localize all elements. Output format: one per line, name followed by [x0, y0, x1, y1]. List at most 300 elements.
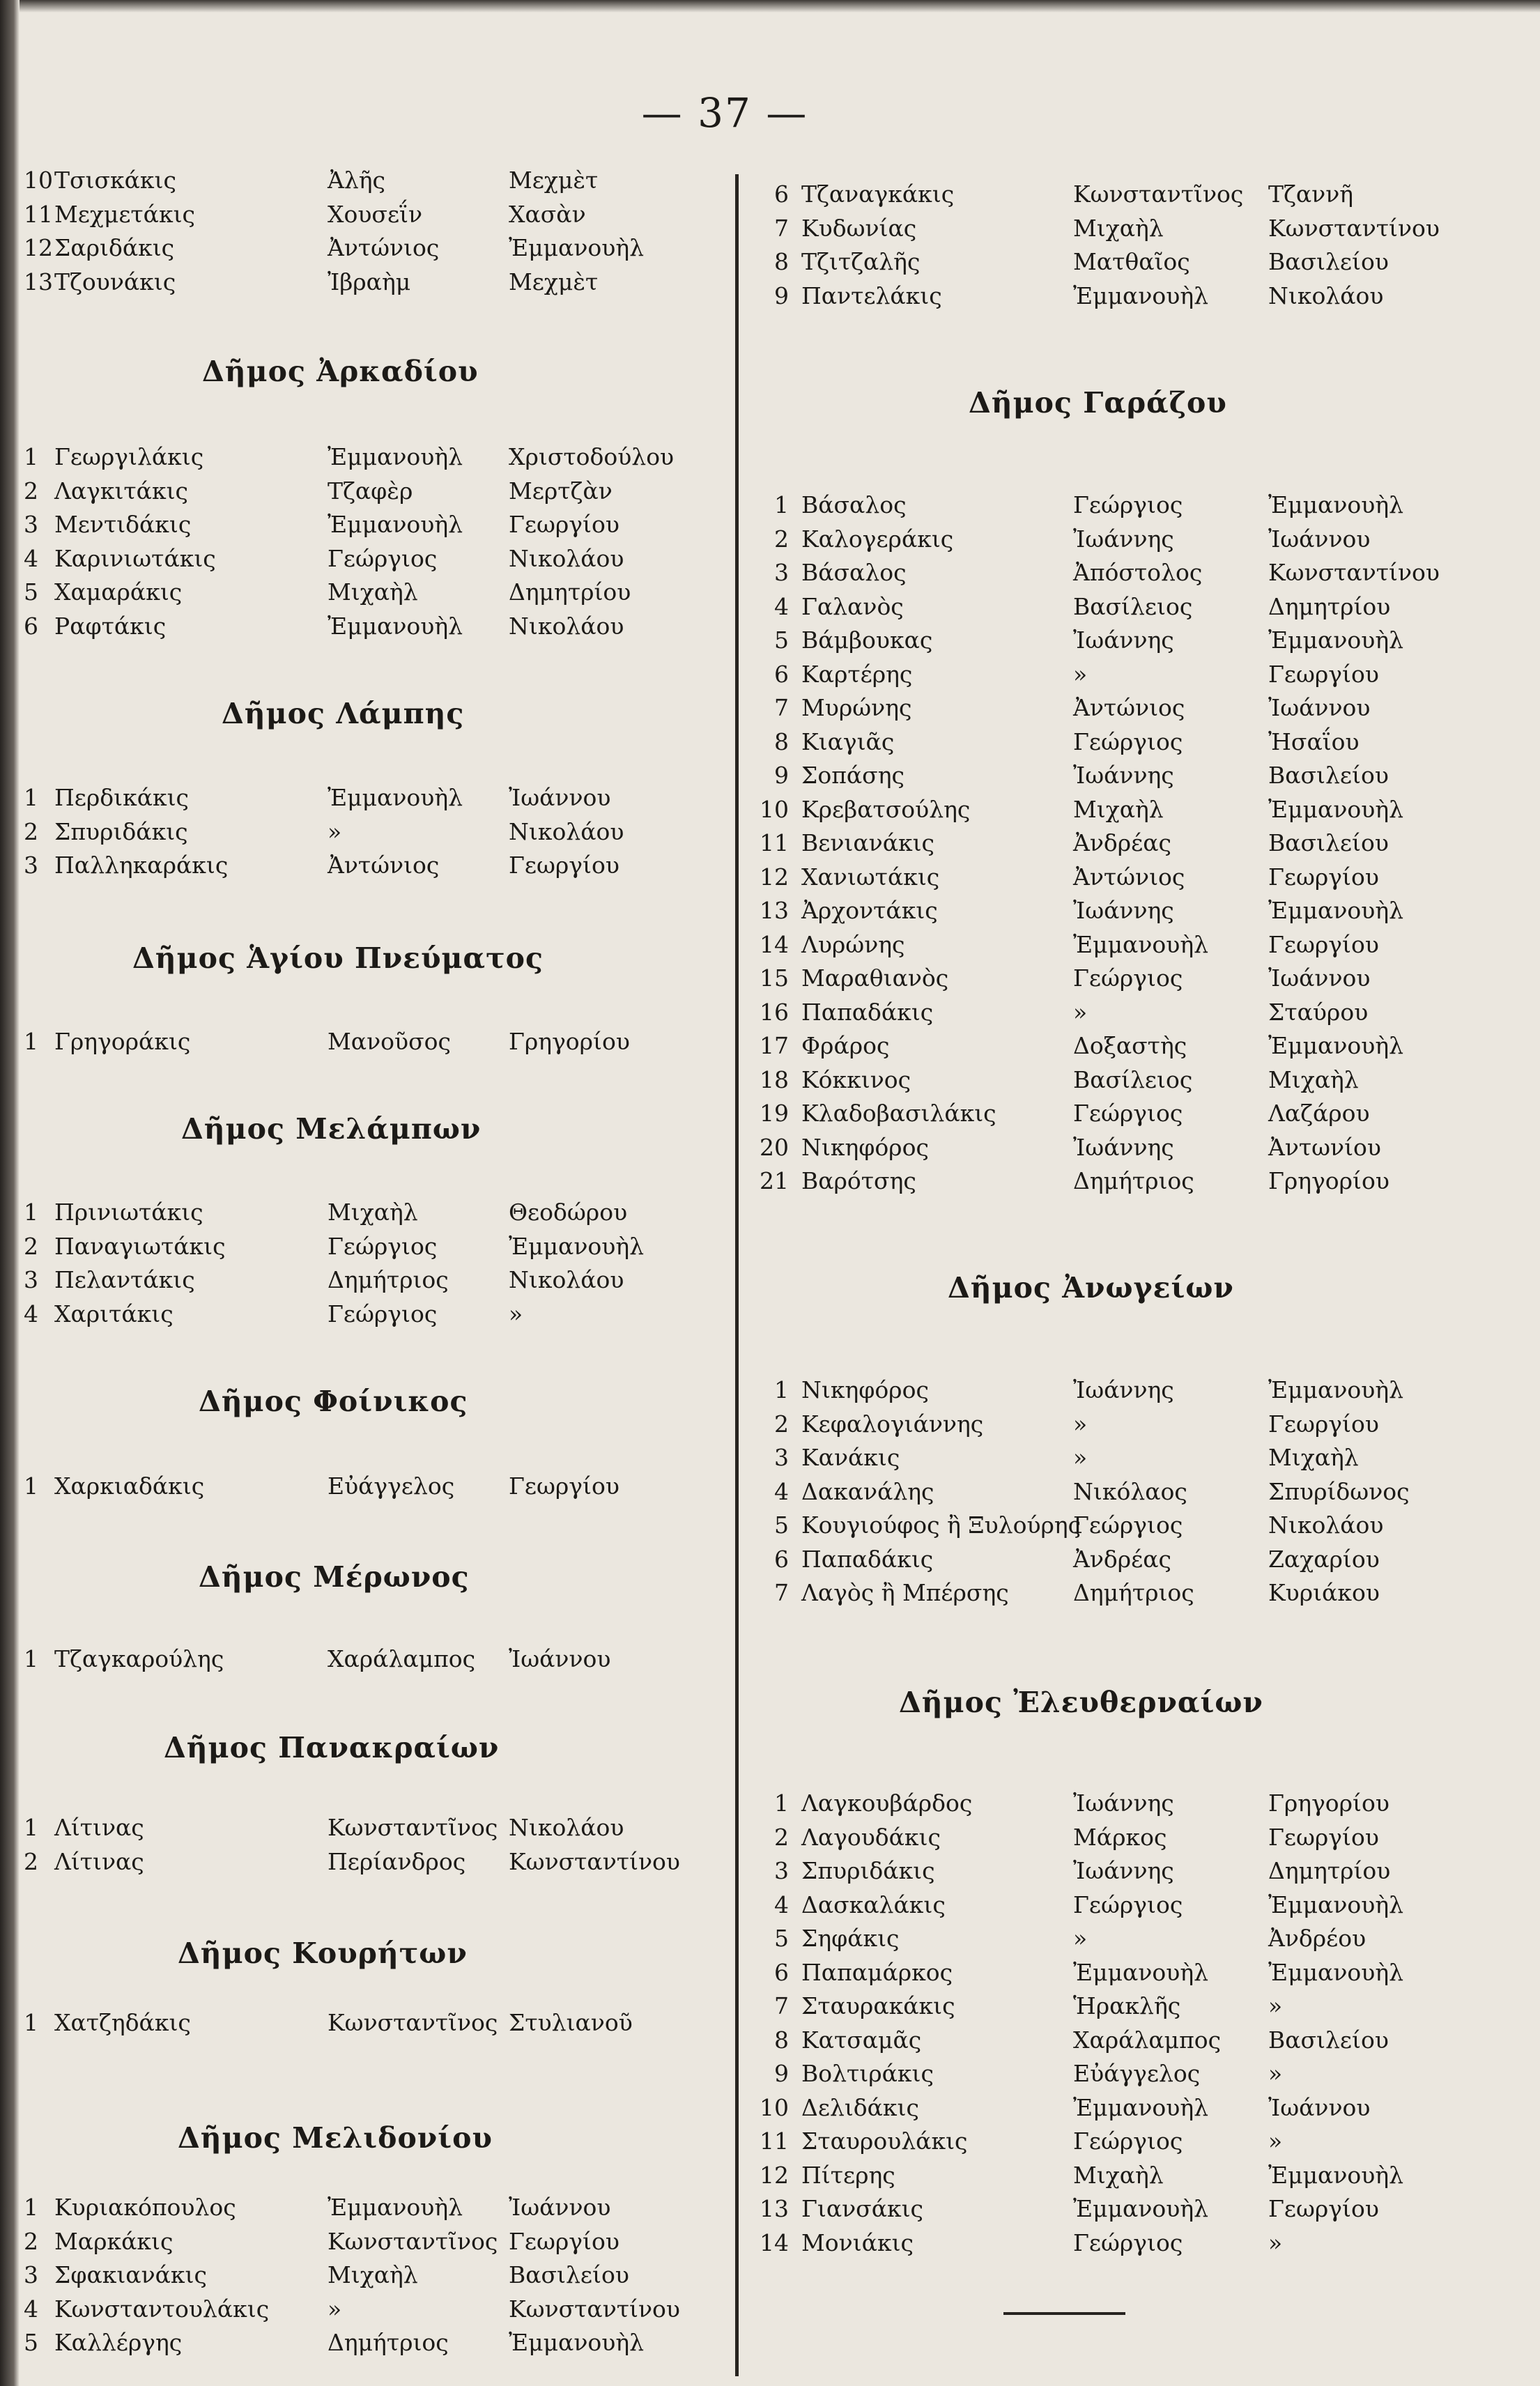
entry-given-name: Γεώργιος: [1073, 964, 1183, 992]
entry-surname: Πίτερης: [801, 2161, 895, 2189]
entry-surname: Περδικάκις: [54, 784, 190, 811]
entry-given-name: Ἐμμανουὴλ: [1073, 282, 1209, 309]
entry-surname: Κόκκινος: [801, 1065, 911, 1093]
entry-surname: Σταυρακάκις: [801, 1992, 955, 2019]
entry-given-name: Γεώργιος: [1073, 2127, 1183, 2155]
entry-given-name: Περίανδρος: [328, 1847, 466, 1875]
page-binding-edge: [0, 0, 20, 2386]
entry-number: 9: [774, 762, 789, 789]
entry-number: 3: [24, 1266, 38, 1293]
entry-given-name: Ἐμμανουὴλ: [1073, 2093, 1209, 2121]
entry-number: 3: [774, 1857, 789, 1884]
entry-given-name: Μιχαὴλ: [328, 1199, 418, 1226]
entry-father-name: Ἐμμανουὴλ: [1268, 1891, 1404, 1918]
entry-surname: Γρηγοράκις: [54, 1028, 191, 1055]
entry-surname: Μεχμετάκις: [54, 200, 196, 228]
entry-father-name: Ἐμμανουὴλ: [509, 2329, 645, 2356]
entry-surname: Τσισκάκις: [54, 167, 176, 194]
entry-given-name: Χαράλαμπος: [1073, 2026, 1222, 2054]
entry-surname: Κρεβατσούλης: [801, 795, 971, 823]
entry-number: 21: [760, 1167, 789, 1194]
entry-father-name: Ἰωάννου: [1268, 964, 1371, 992]
entry-father-name: Ἀντωνίου: [1268, 1133, 1381, 1161]
entry-given-name: Εὐάγγελος: [1073, 2060, 1201, 2087]
entry-father-name: Ἐμμανουὴλ: [1268, 1376, 1404, 1403]
entry-number: 12: [760, 863, 789, 891]
entry-father-name: Κωνσταντίνου: [509, 2295, 680, 2323]
entry-surname: Λαγουδάκις: [801, 1823, 941, 1851]
entry-given-name: Γεώργιος: [1073, 1100, 1183, 1127]
entry-surname: Γαλανὸς: [801, 592, 904, 620]
entry-surname: Παντελάκις: [801, 282, 942, 309]
entry-given-name: Ἀνδρέας: [1073, 1545, 1172, 1573]
entry-given-name: Γεώργιος: [1073, 491, 1183, 518]
entry-given-name: Ἐμμανουὴλ: [1073, 2195, 1209, 2222]
entry-given-name: »: [1073, 998, 1088, 1026]
entry-given-name: Γεώργιος: [1073, 2229, 1183, 2256]
entry-number: 16: [760, 998, 789, 1026]
entry-number: 7: [774, 214, 789, 242]
entry-surname: Σπυριδάκις: [801, 1857, 935, 1884]
entry-given-name: Ἐμμανουὴλ: [328, 511, 463, 538]
entry-given-name: Μιχαὴλ: [328, 578, 418, 606]
entry-number: 17: [760, 1032, 789, 1059]
entry-number: 1: [24, 1028, 38, 1055]
entry-father-name: Βασιλείου: [1268, 248, 1389, 275]
entry-number: 1: [24, 443, 38, 470]
entry-number: 2: [774, 525, 789, 553]
entry-father-name: Νικολάου: [509, 1266, 624, 1293]
municipality-heading: Δῆμος Κουρήτων: [178, 1937, 468, 1970]
entry-number: 10: [760, 2093, 789, 2121]
entry-surname: Βάμβουκας: [801, 626, 933, 654]
entry-surname: Καρινιωτάκις: [54, 544, 216, 572]
entry-given-name: Ἰωάννης: [1073, 1376, 1174, 1403]
municipality-heading: Δῆμος Ἐλευθερναίων: [899, 1686, 1263, 1719]
entry-father-name: Χριστοδούλου: [509, 443, 675, 470]
entry-surname: Παναγιωτάκις: [54, 1232, 226, 1260]
entry-number: 14: [760, 2229, 789, 2256]
entry-surname: Λαγκιτάκις: [54, 477, 188, 505]
entry-surname: Σφακιανάκις: [54, 2261, 207, 2288]
entry-surname: Λυρώνης: [801, 930, 905, 958]
entry-given-name: Μιχαὴλ: [1073, 214, 1164, 242]
entry-surname: Χαριτάκις: [54, 1300, 174, 1327]
entry-number: 10: [760, 795, 789, 823]
entry-surname: Γιανσάκις: [801, 2195, 924, 2222]
entry-given-name: Κωνσταντῖνος: [328, 2227, 498, 2255]
entry-father-name: »: [1268, 2127, 1283, 2155]
entry-father-name: Γεωργίου: [1268, 1823, 1379, 1851]
entry-given-name: Δοξαστὴς: [1073, 1032, 1187, 1059]
entry-father-name: Ἐμμανουὴλ: [1268, 626, 1404, 654]
entry-surname: Δασκαλάκις: [801, 1891, 946, 1918]
entry-father-name: Γρηγορίου: [509, 1028, 630, 1055]
entry-surname: Δακανάλης: [801, 1477, 934, 1505]
entry-surname: Σπυριδάκις: [54, 817, 188, 845]
entry-father-name: Γεωργίου: [1268, 863, 1379, 891]
entry-surname: Παπαμάρκος: [801, 1958, 953, 1986]
entry-given-name: Χαράλαμπος: [328, 1645, 476, 1672]
entry-given-name: »: [328, 817, 342, 845]
entry-given-name: Τζαφὲρ: [328, 477, 413, 505]
entry-surname: Κιαγιᾶς: [801, 728, 895, 755]
entry-given-name: Ἰωάννης: [1073, 626, 1174, 654]
entry-given-name: »: [1073, 1410, 1088, 1438]
entry-father-name: Ἐμμανουὴλ: [1268, 897, 1404, 924]
entry-father-name: Λαζάρου: [1268, 1100, 1370, 1127]
entry-father-name: Δημητρίου: [1268, 592, 1391, 620]
entry-given-name: Γεώργιος: [328, 1232, 438, 1260]
entry-father-name: Ἰωάννου: [509, 2194, 611, 2221]
entry-father-name: Ἐμμανουὴλ: [509, 234, 645, 261]
entry-father-name: Ἐμμανουὴλ: [1268, 795, 1404, 823]
entry-surname: Σαριδάκις: [54, 234, 175, 261]
entry-surname: Βαρότσης: [801, 1167, 916, 1194]
entry-given-name: Ἀντώνιος: [1073, 863, 1185, 891]
entry-surname: Μονιάκις: [801, 2229, 914, 2256]
entry-number: 6: [774, 1545, 789, 1573]
entry-surname: Φράρος: [801, 1032, 890, 1059]
entry-surname: Παπαδάκις: [801, 1545, 934, 1573]
entry-given-name: Ἰωάννης: [1073, 1790, 1174, 1817]
entry-number: 13: [24, 268, 53, 295]
entry-given-name: Ἰωάννης: [1073, 1133, 1174, 1161]
entry-number: 1: [24, 2009, 38, 2036]
entry-number: 1: [24, 1199, 38, 1226]
entry-father-name: Νικολάου: [1268, 1511, 1384, 1539]
entry-surname: Τζιτζαλῆς: [801, 248, 921, 275]
municipality-heading: Δῆμος Ἁγίου Πνεύματος: [132, 941, 544, 975]
municipality-heading: Δῆμος Φοίνικος: [199, 1385, 468, 1418]
entry-surname: Γεωργιλάκις: [54, 443, 204, 470]
entry-given-name: Ἀντώνιος: [328, 234, 440, 261]
entry-number: 4: [774, 1891, 789, 1918]
entry-given-name: Μιχαὴλ: [1073, 795, 1164, 823]
entry-surname: Ραφτάκις: [54, 612, 167, 640]
entry-number: 1: [24, 1472, 38, 1500]
entry-surname: Πρινιωτάκις: [54, 1199, 203, 1226]
entry-father-name: Ἐμμανουὴλ: [1268, 1958, 1404, 1986]
entry-given-name: Ἐμμανουὴλ: [328, 2194, 463, 2221]
entry-number: 20: [760, 1133, 789, 1161]
entry-surname: Κουγιούφος ἢ Ξυλούρης: [801, 1511, 1081, 1539]
entry-number: 1: [24, 784, 38, 811]
entry-number: 1: [24, 1645, 38, 1672]
entry-surname: Παλληκαράκις: [54, 852, 229, 879]
entry-father-name: Μερτζὰν: [509, 477, 613, 505]
entry-number: 11: [760, 829, 789, 856]
entry-father-name: Ζαχαρίου: [1268, 1545, 1380, 1573]
entry-father-name: Ἀνδρέου: [1268, 1925, 1366, 1952]
entry-surname: Χαμαράκις: [54, 578, 183, 606]
entry-number: 4: [24, 2295, 38, 2323]
entry-number: 18: [760, 1065, 789, 1093]
entry-surname: Βενιανάκις: [801, 829, 935, 856]
entry-given-name: Γεώργιος: [328, 1300, 438, 1327]
entry-surname: Λαγὸς ἢ Μπέρσης: [801, 1579, 1009, 1606]
entry-number: 2: [24, 1847, 38, 1875]
entry-number: 6: [24, 612, 38, 640]
entry-number: 7: [774, 1579, 789, 1606]
entry-given-name: Μανοῦσος: [328, 1028, 451, 1055]
entry-number: 5: [24, 578, 38, 606]
entry-surname: Βάσαλος: [801, 491, 907, 518]
municipality-heading: Δῆμος Μέρωνος: [199, 1560, 470, 1594]
entry-surname: Κατσαμᾶς: [801, 2026, 922, 2054]
entry-father-name: Νικολάου: [1268, 282, 1384, 309]
entry-given-name: Νικόλαος: [1073, 1477, 1187, 1505]
entry-father-name: Βασιλείου: [1268, 2026, 1389, 2054]
entry-father-name: Μιχαὴλ: [1268, 1444, 1359, 1471]
entry-given-name: »: [1073, 660, 1088, 688]
entry-surname: Πελαντάκις: [54, 1266, 195, 1293]
entry-surname: Χατζηδάκις: [54, 2009, 191, 2036]
entry-surname: Βάσαλος: [801, 559, 907, 586]
entry-number: 10: [24, 167, 53, 194]
entry-father-name: Κωνσταντίνου: [1268, 559, 1440, 586]
entry-father-name: »: [1268, 1992, 1283, 2019]
entry-given-name: Χουσεΐν: [328, 200, 423, 228]
entry-surname: Ἀρχοντάκις: [801, 897, 938, 924]
entry-father-name: Δημητρίου: [1268, 1857, 1391, 1884]
entry-father-name: Ἐμμανουὴλ: [509, 1232, 645, 1260]
entry-number: 5: [24, 2329, 38, 2356]
entry-father-name: Νικολάου: [509, 1814, 624, 1841]
entry-number: 2: [24, 2227, 38, 2255]
entry-given-name: Ἀντώνιος: [1073, 694, 1185, 721]
entry-father-name: Ἠσαΐου: [1268, 728, 1360, 755]
municipality-heading: Δῆμος Μελιδονίου: [178, 2121, 493, 2155]
entry-given-name: Ἰωάννης: [1073, 762, 1174, 789]
entry-number: 15: [760, 964, 789, 992]
entry-father-name: Βασιλείου: [1268, 762, 1389, 789]
entry-given-name: Ἀλῆς: [328, 167, 385, 194]
entry-father-name: Γρηγορίου: [1268, 1790, 1389, 1817]
entry-given-name: Γεώργιος: [328, 544, 438, 572]
entry-surname: Χαρκιαδάκις: [54, 1472, 205, 1500]
entry-number: 5: [774, 626, 789, 654]
entry-surname: Μυρώνης: [801, 694, 912, 721]
entry-given-name: Γεώργιος: [1073, 728, 1183, 755]
entry-number: 3: [24, 511, 38, 538]
entry-father-name: Ἰωάννου: [1268, 525, 1371, 553]
entry-father-name: Ἰωάννου: [509, 784, 611, 811]
entry-number: 3: [774, 1444, 789, 1471]
entry-number: 6: [774, 660, 789, 688]
entry-number: 4: [774, 1477, 789, 1505]
entry-given-name: Δημήτριος: [1073, 1579, 1194, 1606]
entry-father-name: Γεωργίου: [509, 1472, 619, 1500]
entry-father-name: »: [1268, 2229, 1283, 2256]
municipality-heading: Δῆμος Γαράζου: [969, 386, 1227, 420]
page-number: — 37 —: [641, 89, 808, 137]
entry-number: 3: [24, 852, 38, 879]
entry-father-name: Σταύρου: [1268, 998, 1369, 1026]
entry-surname: Νικηφόρος: [801, 1133, 929, 1161]
entry-given-name: Δημήτριος: [1073, 1167, 1194, 1194]
entry-number: 6: [774, 1958, 789, 1986]
entry-surname: Καρτέρης: [801, 660, 913, 688]
entry-surname: Σταυρουλάκις: [801, 2127, 968, 2155]
municipality-heading: Δῆμος Πανακραίων: [164, 1731, 500, 1764]
entry-number: 8: [774, 2026, 789, 2054]
municipality-heading: Δῆμος Ἀρκαδίου: [202, 355, 479, 388]
entry-surname: Βολτιράκις: [801, 2060, 934, 2087]
entry-father-name: Μεχμὲτ: [509, 167, 599, 194]
entry-father-name: Γεωργίου: [509, 852, 619, 879]
entry-given-name: Ἐμμανουὴλ: [1073, 930, 1209, 958]
entry-given-name: Ματθαῖος: [1073, 248, 1190, 275]
entry-number: 5: [774, 1925, 789, 1952]
entry-number: 2: [24, 817, 38, 845]
entry-surname: Τζαναγκάκις: [801, 180, 955, 208]
entry-father-name: Δημητρίου: [509, 578, 631, 606]
entry-number: 19: [760, 1100, 789, 1127]
entry-given-name: Κωνσταντῖνος: [328, 1814, 498, 1841]
entry-number: 4: [774, 592, 789, 620]
entry-number: 1: [774, 1376, 789, 1403]
entry-father-name: Ἰωάννου: [509, 1645, 611, 1672]
entry-surname: Κλαδοβασιλάκις: [801, 1100, 996, 1127]
entry-number: 2: [24, 477, 38, 505]
entry-surname: Κεφαλογιάννης: [801, 1410, 984, 1438]
entry-surname: Λίτινας: [54, 1847, 144, 1875]
entry-surname: Τζαγκαρούλης: [54, 1645, 224, 1672]
entry-number: 11: [760, 2127, 789, 2155]
entry-father-name: Βασιλείου: [1268, 829, 1389, 856]
entry-given-name: Βασίλειος: [1073, 1065, 1193, 1093]
entry-given-name: Δημήτριος: [328, 1266, 449, 1293]
entry-surname: Μαρκάκις: [54, 2227, 174, 2255]
entry-father-name: Νικολάου: [509, 817, 624, 845]
entry-surname: Σηφάκις: [801, 1925, 900, 1952]
entry-number: 2: [774, 1823, 789, 1851]
entry-surname: Μαραθιανὸς: [801, 964, 949, 992]
entry-father-name: Χασὰν: [509, 200, 586, 228]
entry-given-name: Ἀνδρέας: [1073, 829, 1172, 856]
entry-surname: Σοπάσης: [801, 762, 904, 789]
entry-number: 5: [774, 1511, 789, 1539]
entry-given-name: Δημήτριος: [328, 2329, 449, 2356]
entry-number: 9: [774, 2060, 789, 2087]
entry-given-name: Ἡρακλῆς: [1073, 1992, 1181, 2019]
entry-surname: Τζουνάκις: [54, 268, 176, 295]
entry-surname: Κωνσταντουλάκις: [54, 2295, 270, 2323]
entry-father-name: Σπυρίδωνος: [1268, 1477, 1410, 1505]
entry-given-name: Ἀντώνιος: [328, 852, 440, 879]
entry-number: 1: [774, 1790, 789, 1817]
entry-given-name: Ἰωάννης: [1073, 1857, 1174, 1884]
entry-given-name: Ἐμμανουὴλ: [1073, 1958, 1209, 1986]
entry-father-name: Κωνσταντίνου: [1268, 214, 1440, 242]
entry-father-name: Γεωργίου: [1268, 1410, 1379, 1438]
entry-given-name: Κωνσταντῖνος: [1073, 180, 1244, 208]
entry-surname: Νικηφόρος: [801, 1376, 929, 1403]
entry-surname: Καλογεράκις: [801, 525, 954, 553]
entry-father-name: Μιχαὴλ: [1268, 1065, 1359, 1093]
entry-father-name: Κυριάκου: [1268, 1579, 1380, 1606]
entry-surname: Καλλέργης: [54, 2329, 183, 2356]
entry-father-name: Κωνσταντίνου: [509, 1847, 680, 1875]
entry-number: 12: [24, 234, 53, 261]
entry-number: 2: [774, 1410, 789, 1438]
entry-father-name: Ἐμμανουὴλ: [1268, 491, 1404, 518]
entry-father-name: »: [1268, 2060, 1283, 2087]
entry-number: 7: [774, 1992, 789, 2019]
municipality-heading: Δῆμος Λάμπης: [222, 697, 465, 730]
entry-number: 12: [760, 2161, 789, 2189]
entry-father-name: Θεοδώρου: [509, 1199, 628, 1226]
entry-father-name: Γεωργίου: [1268, 2195, 1379, 2222]
entry-surname: Κυριακόπουλος: [54, 2194, 236, 2221]
entry-number: 6: [774, 180, 789, 208]
entry-father-name: Ἐμμανουὴλ: [1268, 1032, 1404, 1059]
entry-surname: Χανιωτάκις: [801, 863, 940, 891]
entry-surname: Μεντιδάκις: [54, 511, 192, 538]
entry-given-name: »: [328, 2295, 342, 2323]
entry-number: 8: [774, 248, 789, 275]
entry-given-name: Ἀπόστολος: [1073, 559, 1203, 586]
entry-number: 13: [760, 897, 789, 924]
entry-given-name: Ἰωάννης: [1073, 525, 1174, 553]
entry-number: 4: [24, 544, 38, 572]
entry-given-name: Μάρκος: [1073, 1823, 1167, 1851]
entry-number: 1: [24, 2194, 38, 2221]
entry-given-name: Γεώργιος: [1073, 1891, 1183, 1918]
entry-surname: Λίτινας: [54, 1814, 144, 1841]
entry-father-name: Νικολάου: [509, 544, 624, 572]
entry-father-name: »: [509, 1300, 523, 1327]
entry-number: 13: [760, 2195, 789, 2222]
entry-surname: Παπαδάκις: [801, 998, 934, 1026]
entry-given-name: »: [1073, 1444, 1088, 1471]
entry-number: 1: [774, 491, 789, 518]
entry-father-name: Ἰωάννου: [1268, 694, 1371, 721]
entry-given-name: Βασίλειος: [1073, 592, 1193, 620]
entry-father-name: Γεωργίου: [1268, 660, 1379, 688]
end-rule: [1003, 2312, 1125, 2315]
municipality-heading: Δῆμος Μελάμπων: [181, 1112, 482, 1146]
page-top-edge: [0, 0, 1540, 13]
entry-surname: Κυδωνίας: [801, 214, 917, 242]
entry-given-name: Μιχαὴλ: [328, 2261, 418, 2288]
entry-father-name: Γεωργίου: [1268, 930, 1379, 958]
entry-given-name: Ἰωάννης: [1073, 897, 1174, 924]
entry-surname: Κανάκις: [801, 1444, 900, 1471]
entry-father-name: Τζαννῆ: [1268, 180, 1354, 208]
entry-given-name: Γεώργιος: [1073, 1511, 1183, 1539]
entry-number: 11: [24, 200, 53, 228]
municipality-heading: Δῆμος Ἀνωγείων: [948, 1271, 1234, 1304]
entry-surname: Λαγκουβάρδος: [801, 1790, 973, 1817]
entry-number: 3: [774, 559, 789, 586]
entry-father-name: Γεωργίου: [509, 511, 619, 538]
entry-number: 8: [774, 728, 789, 755]
entry-father-name: Νικολάου: [509, 612, 624, 640]
entry-number: 14: [760, 930, 789, 958]
entry-given-name: Εὐάγγελος: [328, 1472, 455, 1500]
entry-number: 2: [24, 1232, 38, 1260]
entry-given-name: Ἰβραὴμ: [328, 268, 411, 295]
entry-father-name: Γεωργίου: [509, 2227, 619, 2255]
entry-number: 7: [774, 694, 789, 721]
entry-number: 9: [774, 282, 789, 309]
entry-father-name: Ἐμμανουὴλ: [1268, 2161, 1404, 2189]
entry-number: 4: [24, 1300, 38, 1327]
entry-given-name: Ἐμμανουὴλ: [328, 443, 463, 470]
entry-given-name: Ἐμμανουὴλ: [328, 612, 463, 640]
